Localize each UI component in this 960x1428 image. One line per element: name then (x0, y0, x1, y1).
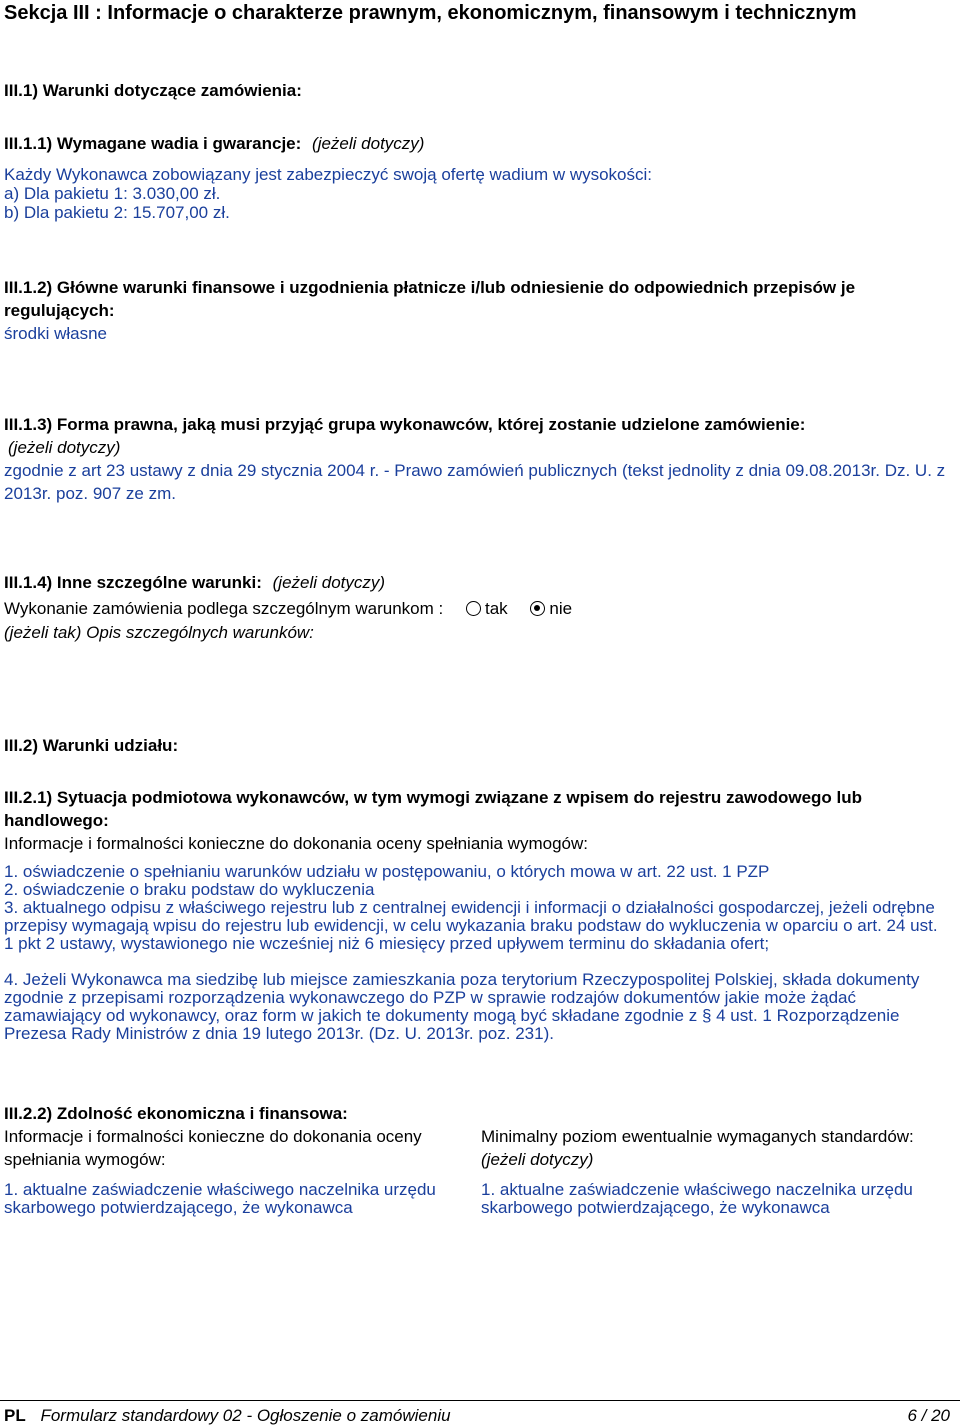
answer-III-1-3: zgodnie z art 23 ustawy z dnia 29 stycznia 2004 r. - Prawo zamówień publicznych (tekst jednolity z dnia 09.08.2013r. Dz. U. z 2013r. poz. 907 ze zm. (4, 461, 946, 503)
heading-III-1-4: III.1.4) Inne szczególne warunki: (4, 573, 262, 592)
heading-III-1-3: III.1.3) Forma prawna, jaką musi przyjąć grupa wykonawców, której zostanie udzielone zamówienie: (4, 415, 806, 434)
qualifier: (jeżeli dotyczy) (272, 573, 386, 592)
right-column-text: 1. aktualne zaświadczenie właściwego naczelnika urzędu skarbowego potwierdzającego, że wykonawca (481, 1180, 913, 1217)
wadium-pakiet-1: a) Dla pakietu 1: 3.030,00 zł. (4, 184, 221, 203)
heading-III-2: III.2) Warunki udziału: (4, 736, 179, 755)
heading-III-1-1: III.1.1) Wymagane wadia i gwarancje: (4, 134, 302, 153)
block-III-1-1 (4, 132, 950, 155)
requirement-item-2: 2. oświadczenie o braku podstaw do wykluczenia (4, 880, 375, 899)
intro-III-2-1: Informacje i formalności konieczne do dokonania oceny spełniania wymogów: (4, 834, 588, 853)
radio-tak[interactable] (466, 601, 481, 616)
radio-tak-label: tak (484, 599, 508, 618)
right-column-header (481, 1125, 951, 1171)
requirement-item-4: 4. Jeżeli Wykonawca ma siedzibę lub miejsce zamieszkania poza terytorium Rzeczypospolitej Polskiej, składa dokumenty zgodnie z przepisami rozporządzenia wykonawczego do PZP w sprawie rodzajów dokumentów jakie może żądać zamawiający od wykonawcy, oraz form w jakich te dokumenty mogą być składane zgodnie z § 4 ust. 1 Rozporządzenie Prezesa Rady Ministrów z dnia 19 lutego 2013r. (Dz. U. 2013r. poz. 231). (4, 970, 920, 1043)
block-III-1-4 (4, 571, 950, 594)
answer-III-1-2: środki własne (4, 324, 107, 343)
radio-nie[interactable] (530, 601, 545, 616)
special-conditions-row (4, 597, 950, 620)
right-column-header-main: Minimalny poziom ewentualnie wymaganych standardów: (481, 1127, 914, 1146)
requirement-item-3: 3. aktualnego odpisu z właściwego rejestru lub z centralnej ewidencji i informacji o działalności gospodarczej, jeżeli odrębne przepisy wymagają wpisu do rejestru lub ewidencji, w celu wykazania braku podstaw do wykluczenia w oparciu o art. 24 ust. 1 pkt 2 ustawy, wystawionego nie wcześniej niż 6 miesięcy przed upływem terminu do składania ofert; (4, 898, 938, 953)
wadium-line: Każdy Wykonawca zobowiązany jest zabezpieczyć swoją ofertę wadium w wysokości: (4, 165, 653, 184)
footer-language: PL (4, 1406, 26, 1425)
footer-page-number: 6 / 20 (907, 1406, 950, 1425)
left-column-header: Informacje i formalności konieczne do dokonania oceny spełniania wymogów: (4, 1127, 422, 1169)
footer-divider (0, 1400, 960, 1401)
section-title: Sekcja III : Informacje o charakterze prawnym, ekonomicznym, finansowym i technicznym (4, 2, 857, 24)
left-column-text: 1. aktualne zaświadczenie właściwego naczelnika urzędu skarbowego potwierdzającego, że wykonawca (4, 1180, 436, 1217)
heading-III-2-2: III.2.2) Zdolność ekonomiczna i finansowa: (4, 1104, 348, 1123)
requirement-item-1: 1. oświadczenie o spełnianiu warunków udziału w postępowaniu, o których mowa w art. 22 ust. 1 PZP (4, 862, 770, 881)
qualifier: (jeżeli dotyczy) (481, 1150, 594, 1169)
radio-nie-label: nie (549, 599, 573, 618)
wadium-pakiet-2: b) Dla pakietu 2: 15.707,00 zł. (4, 203, 230, 222)
heading-III-2-1: III.2.1) Sytuacja podmiotowa wykonawców, w tym wymogi związane z wpisem do rejestru zawodowego lub handlowego: (4, 788, 863, 830)
special-conditions-question: Wykonanie zamówienia podlega szczególnym warunkom : (4, 599, 444, 618)
qualifier: (jeżeli dotyczy) (312, 134, 425, 153)
special-conditions-description-label: (jeżeli tak) Opis szczególnych warunków: (4, 623, 314, 642)
heading-III-1-2: III.1.2) Główne warunki finansowe i uzgodnienia płatnicze i/lub odniesienie do odpowiednich przepisów je regulujących: (4, 278, 856, 320)
qualifier: (jeżeli dotyczy) (8, 438, 121, 457)
footer (4, 1405, 950, 1427)
heading-III-1: III.1) Warunki dotyczące zamówienia: (4, 81, 302, 100)
footer-form-title: Formularz standardowy 02 - Ogłoszenie o zamówieniu (40, 1406, 451, 1425)
